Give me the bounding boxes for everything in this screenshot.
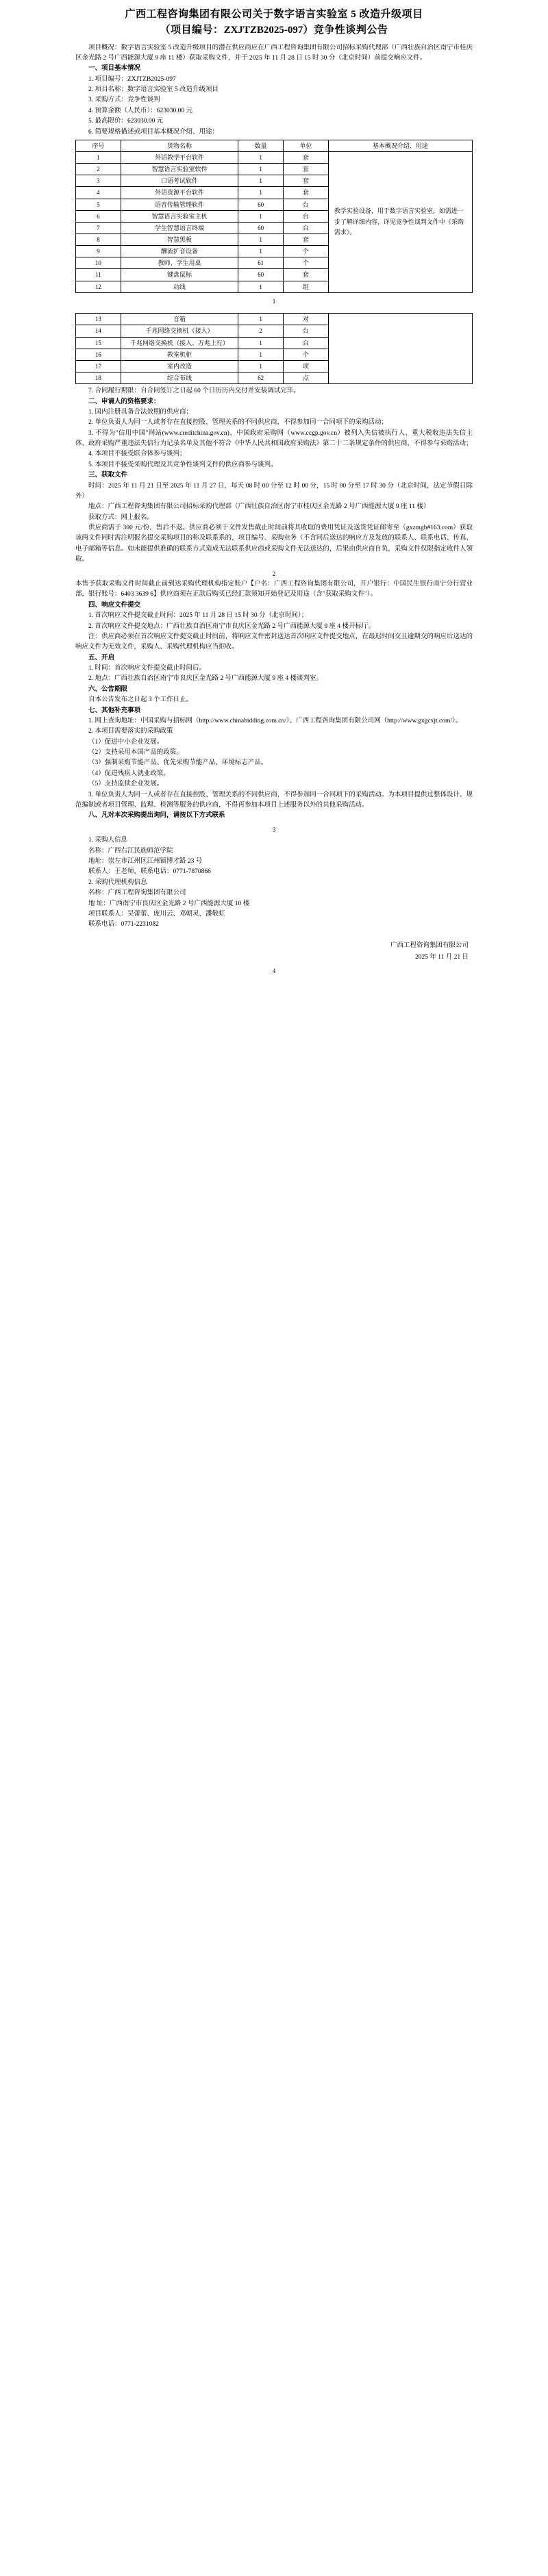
- cell-name: 音箱: [121, 314, 238, 325]
- title-line-2: [48, 23, 500, 38]
- col-header-no: 序号: [76, 140, 121, 151]
- policy-item-2: （2）支持采用本国产品的政策。: [88, 749, 183, 757]
- signature-date: 2025 年 11 月 21 日: [414, 953, 469, 961]
- cell-name: 智慧黑板: [121, 234, 238, 246]
- cell-name: 室内改造: [121, 360, 238, 372]
- cell-no: 15: [76, 337, 121, 349]
- section-2-item-3: 3. 不得为"信用中国"网站(www.creditchina.gov.cn)、中国政府采购网（www.ccgp.gov.cn）被列入失信被执行人、重大税收违法失信主体、政府采购严重违法失信行为记录名单及其他不符合《中华人民共和国政府采购法》第二十二条规定条件的供应商，不得参与采购活动；: [75, 429, 473, 448]
- buyer-line-3: 联系人：王老师，联系电话：0771-7870866: [88, 868, 211, 876]
- agent-line-2: 地 址：广西南宁市良庆区金光路 2 号广西能源大厦 10 楼: [88, 900, 250, 907]
- cell-qty: 60: [238, 222, 284, 233]
- cell-no: 10: [76, 257, 121, 269]
- cell-unit: 项: [283, 360, 328, 372]
- page-number-1: 1: [272, 297, 276, 305]
- cell-unit: 台: [283, 210, 328, 222]
- cell-no: 11: [76, 269, 121, 281]
- section-3-item-2: 地点：广西工程咨询集团有限公司招标采购代理部（广西壮族自治区南宁市桂庆区金光路 2 号广西能源大厦 9 座 11 楼）: [88, 503, 430, 511]
- cell-qty: 1: [238, 246, 284, 257]
- goods-table-part-2: [75, 313, 473, 384]
- cell-unit: 套: [283, 152, 328, 164]
- cell-no: 14: [76, 325, 121, 337]
- cell-no: 13: [76, 314, 121, 325]
- cell-qty: 1: [238, 210, 284, 222]
- section-1-heading: 一、项目基本情况: [88, 65, 141, 73]
- agent-line-3: 项目联系人：吴蕾蕾、庞川云、邓朝灵、潘敬虹: [88, 910, 225, 918]
- section-7-item-2: 2. 本项目需要落实的采购政策: [88, 728, 173, 735]
- cell-qty: 1: [238, 349, 284, 360]
- cell-no: 8: [76, 234, 121, 246]
- agent-line-4: 联系电话：0771-2231082: [88, 921, 159, 929]
- cell-qty: 1: [238, 314, 284, 325]
- cell-qty: 62: [238, 372, 284, 384]
- cell-qty: 60: [238, 269, 284, 281]
- cell-no: 7: [76, 222, 121, 233]
- signature-org: 广西工程咨询集团有限公司: [390, 942, 469, 949]
- agent-line-1: 名称：广西工程咨询集团有限公司: [88, 889, 186, 897]
- signature-block: [75, 940, 473, 963]
- cell-unit: 台: [283, 222, 328, 233]
- cell-no: 16: [76, 349, 121, 360]
- cell-unit: 个: [283, 349, 328, 360]
- cell-qty: 1: [238, 337, 284, 349]
- policy-item-5: （5）支持监狱企业发展。: [88, 781, 164, 788]
- cell-qty: 1: [238, 281, 284, 292]
- col-header-desc: 基本概况介绍、用途: [328, 140, 472, 151]
- section-8-heading: 八、凡对本次采购提出询问，请按以下方式联系: [88, 812, 225, 820]
- section-2-item-4: 4. 本项目不接受联合体参与谈判；: [88, 451, 186, 458]
- document-page: [0, 0, 548, 981]
- section-2-heading: 二、申请人的资格要求：: [88, 398, 160, 405]
- cell-unit: 点: [283, 372, 328, 384]
- section-7-extra: 3. 单位负责人为同一人或者存在直接控股、管理关系的不同供应商，不得参加同一合同项下的采购活动。为本项目提供过整体设计、规范编制或者项目管理、监理、检测等服务的供应商，不得再参加本项目上述服务以外的其他采购活动。: [75, 791, 473, 809]
- cell-unit: 台: [283, 199, 328, 210]
- policy-item-3: （3）强制采购节能产品、优先采购节能产品、环境标志产品。: [88, 759, 268, 767]
- cell-no: 3: [76, 175, 121, 187]
- cell-name: 外语教学平台软件: [121, 152, 238, 164]
- cell-no: 5: [76, 199, 121, 210]
- cell-unit: 个: [283, 246, 328, 257]
- agent-heading: 2. 采购代理机构信息: [88, 879, 147, 886]
- cell-no: 4: [76, 187, 121, 199]
- cell-no: 18: [76, 372, 121, 384]
- cell-qty: 1: [238, 152, 284, 164]
- page-number-2: 2: [272, 570, 276, 577]
- title-line-1: 广西工程咨询集团有限公司关于数字语言实验室 5 改造升级项目: [125, 9, 423, 20]
- goods-table-part-1: [75, 140, 473, 293]
- section-3-item-3: 获取方式：网上报名。: [88, 514, 154, 521]
- section-1-item-4: 4. 预算金额（人民币）：623030.00 元: [88, 107, 193, 114]
- policy-item-4: （4）促进残疾人就业政策。: [88, 770, 170, 777]
- cell-qty: 2: [238, 325, 284, 337]
- cell-no: 1: [76, 152, 121, 164]
- section-6-heading: 六、公告期限: [88, 685, 128, 693]
- section-6-item-1: 自本公告发布之日起 3 个工作日止。: [88, 696, 193, 704]
- section-5-item-1: 1. 时间：首次响应文件提交截止时间后。: [88, 665, 206, 672]
- cell-unit: 套: [283, 164, 328, 175]
- cell-name: 教室机柜: [121, 349, 238, 360]
- cell-unit: 台: [283, 325, 328, 337]
- cell-unit: 对: [283, 314, 328, 325]
- section-4-item-1: 1. 首次响应文件提交截止时间：2025 年 11 月 28 日 15 时 30 分（北京时间）；: [88, 612, 308, 620]
- col-header-qty: 数量: [238, 140, 284, 151]
- cell-unit: 套: [283, 187, 328, 199]
- section-4-heading: 四、响应文件提交: [88, 601, 141, 609]
- cell-no: 9: [76, 246, 121, 257]
- section-3-item-1: 时间：2025 年 11 月 21 日至 2025 年 11 月 27 日，每天 08 时 00 分至 12 时 00 分，15 时 00 分至 17 时 30 分（北京时间，法定节假日除外）: [75, 482, 473, 500]
- cell-unit: 个: [283, 257, 328, 269]
- cell-no: 2: [76, 164, 121, 175]
- section-3-heading: 三、获取文件: [88, 472, 128, 479]
- page-number-3: 3: [272, 826, 276, 833]
- cell-qty: 1: [238, 234, 284, 246]
- table-row: [76, 152, 473, 164]
- cell-name: 酬流扩音设备: [121, 246, 238, 257]
- cell-no: 17: [76, 360, 121, 372]
- cell-unit: 套: [283, 234, 328, 246]
- section-4-item-2: 2. 首次响应文件提交地点：广西壮族自治区南宁市良庆区金光路 2 号广西能源大厦 9 座 4 楼开标厅。: [88, 622, 375, 630]
- cell-description-empty: [328, 314, 472, 384]
- section-1-item-3: 3. 采购方式：竞争性谈判: [88, 97, 160, 104]
- cell-name: 智慧语言实验室软件: [121, 164, 238, 175]
- cell-qty: 1: [238, 175, 284, 187]
- cell-name: 智慧语言实验室主机: [121, 210, 238, 222]
- col-header-unit: 单位: [283, 140, 328, 151]
- section-1-item-6: 6. 简要规格描述或项目基本概况介绍、用途：: [88, 128, 219, 136]
- section-2-item-1: 1. 国内注册具备合法效期的供应商；: [88, 408, 193, 416]
- cell-name: 键盘鼠标: [121, 269, 238, 281]
- section-7-item-1: 1. 网上查询地址：中国采购与招标网（http://www.chinabidding.com.cn/）、广西工程咨询集团有限公司网（http://www.gxgcxjt.com/）。: [88, 717, 462, 724]
- cell-no: 6: [76, 210, 121, 222]
- section-3-note: 本售予获取采购文件时间截止前到达采购代理机构指定账户【户名：广西工程咨询集团有限公司，开户银行：中国民生银行南宁分行营业部，银行账号：6403 3639 6】供应商须在正款后购买已经汇款须知开始登记及用途（含"获取采购文件"）。: [75, 581, 473, 598]
- cell-name: 综合布线: [121, 372, 238, 384]
- cell-qty: 1: [238, 360, 284, 372]
- cell-description: 教学实验设备，用于数字语言实验室，如需进一步了解详细内容，详见竞争性谈判文件中《采购需求》。: [328, 152, 472, 293]
- policy-item-1: （1）促进中小企业发展。: [88, 738, 164, 746]
- cell-unit: 套: [283, 269, 328, 281]
- section-7-heading: 七、其他补充事项: [88, 707, 141, 714]
- contact-block: [75, 835, 473, 930]
- cell-qty: 60: [238, 199, 284, 210]
- cell-unit: 组: [283, 281, 328, 292]
- cell-name: 千兆网络交换机（接入、万兆上行）: [121, 337, 238, 349]
- intro-paragraph: 项目概况：数字语言实验室 5 改造升级项目的潜在供应商应在广西工程咨询集团有限公司招标采购代理部（广西壮族自治区南宁市桂庆区金光路 2 号广西能源大厦 9 座 11 楼）获取采购文件，并于 2025 年 11 月 28 日 15 时 30 分（北京时间）前提交响应文件。: [75, 44, 473, 62]
- title-code-prefix: （项目编号：: [160, 25, 224, 36]
- project-code: ZXJTZB2025-097: [223, 25, 303, 36]
- cell-name: 教师、学生用桌: [121, 257, 238, 269]
- page-break-spacer: [75, 307, 473, 311]
- cell-name: 学生智慧语言终端: [121, 222, 238, 233]
- cell-qty: 1: [238, 187, 284, 199]
- document-body: [0, 40, 548, 963]
- cell-name: 外语资源平台软件: [121, 187, 238, 199]
- cell-name: 动线: [121, 281, 238, 292]
- section-3-item-4: 供应商需于 300 元/份，售后不退。供应商必须于文件发售截止时间前将其收取的费用凭证及送货凭证邮寄至（gxzmgb#163.com）获取该两文件同时需注明报名提交采购项目的称及联系系的，项目编号、采购业务（不含同后送达的响应方及发放的联系人、联系电话、传真、电子邮箱等信息。如未能提供准确的联系方式造成无法联系供应商或采购文件无法送达的，后果由供应商自负，采购文件仅限指定收件人领取。: [75, 525, 473, 564]
- page-number-4: 4: [272, 967, 276, 974]
- cell-qty: 1: [238, 164, 284, 175]
- title-code-suffix: ）竞争性谈判公告: [303, 25, 388, 36]
- cell-name: 千兆网络交换机（接入）: [121, 325, 238, 337]
- page-title: [0, 0, 548, 40]
- section-5-heading: 五、开启: [88, 654, 115, 661]
- section-5-item-2: 2. 地点：广西壮族自治区南宁市良庆区金光路 2 号广西能源大厦 9 座 4 楼谈判室。: [88, 675, 323, 683]
- buyer-line-2: 地址：崇左市江州区江州镇博才路 23 号: [88, 858, 203, 866]
- cell-unit: 套: [283, 175, 328, 187]
- cell-name: 口语考试软件: [121, 175, 238, 187]
- section-1-item-2: 2. 项目名称：数字语言实验室 5 改造升级项目: [88, 86, 219, 93]
- table-row: [76, 314, 473, 325]
- cell-qty: 61: [238, 257, 284, 269]
- cell-name: 语音传输管理软件: [121, 199, 238, 210]
- col-header-name: 货物名称: [121, 140, 238, 151]
- section-2-item-5: 5. 本项目不接受采购代理及其竞争性谈判文件的供应商参与谈判。: [88, 461, 277, 468]
- section-1-item-5: 5. 最高限价：623030.00 元: [88, 118, 164, 125]
- cell-unit: 台: [283, 337, 328, 349]
- table-header-row: [76, 140, 473, 151]
- cell-no: 12: [76, 281, 121, 292]
- buyer-line-1: 名称：广西右江民族师范学院: [88, 847, 173, 855]
- note-7: 7. 合同履行期限：自合同签订之日起 60 个日历历内交付并安装调试完毕。: [88, 388, 300, 395]
- section-4-note: 注：供应商必须在首次响应文件提交截止时间前，将响应文件密封送达首次响应文件提交地点，在最迟时间交且逾期交的响应后送达的响应文件为无效文件，采购人、采购代理机构应当拒收。: [75, 633, 473, 651]
- section-1-item-1: 1. 项目编号：ZXJTZB2025-097: [88, 75, 176, 83]
- section-2-item-2: 2. 单位负责人为同一人或者存在直接控股、管理关系的不同供应商，不得参加同一合同项下的采购活动；: [88, 419, 388, 427]
- buyer-heading: 1. 采购人信息: [88, 837, 128, 844]
